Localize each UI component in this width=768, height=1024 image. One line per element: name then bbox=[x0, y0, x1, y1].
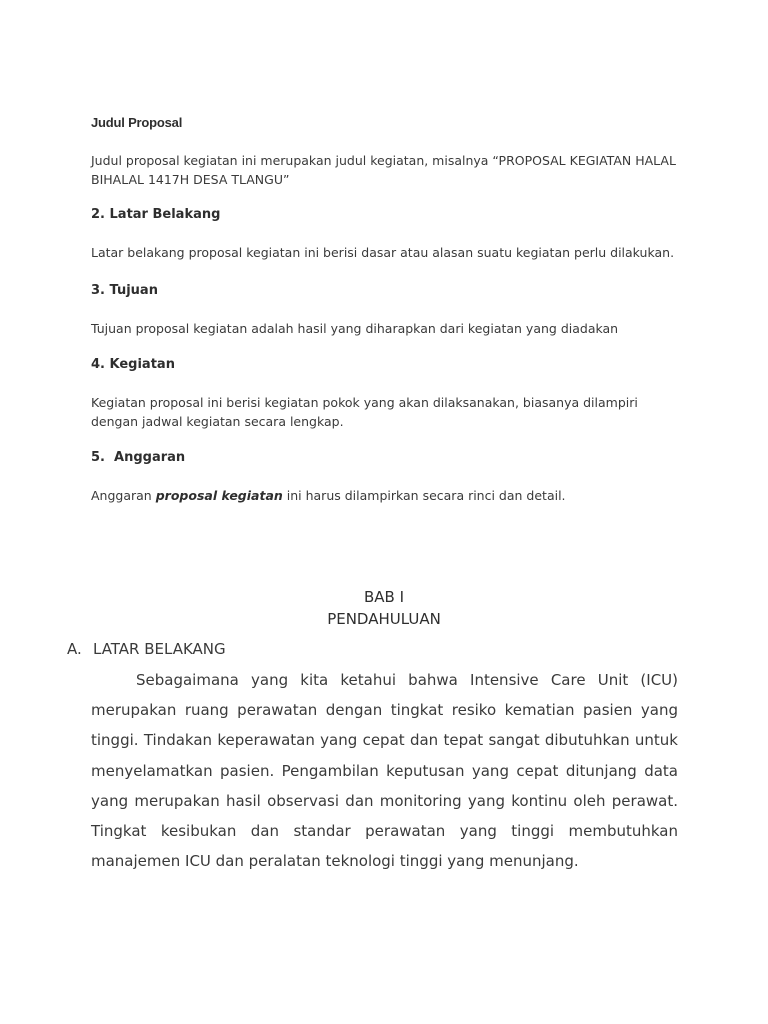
tujuan-text: Tujuan proposal kegiatan adalah hasil yang diharapkan dari kegiatan yang diadakan bbox=[91, 321, 619, 336]
judul-proposal-text: Judul proposal kegiatan ini merupakan judul kegiatan, misalnya “PROPOSAL KEGIATAN HALAL BIHALAL 1417H DESA TLANGU” bbox=[91, 153, 676, 187]
section-title: LATAR BELAKANG bbox=[93, 640, 226, 658]
section-heading bbox=[67, 640, 226, 658]
section-marker: A. bbox=[67, 640, 82, 658]
tujuan-heading: 3. Tujuan bbox=[91, 283, 158, 298]
kegiatan-text: Kegiatan proposal ini berisi kegiatan pokok yang akan dilaksanakan, biasanya dilampiri dengan jadwal kegiatan secara lengkap. bbox=[91, 395, 638, 429]
chapter-number: BAB I bbox=[363, 588, 405, 606]
latar-belakang-heading: 2. Latar Belakang bbox=[91, 207, 221, 222]
anggaran-text bbox=[91, 486, 687, 505]
anggaran-text-suffix: ini harus dilampirkan secara rinci dan detail. bbox=[282, 488, 566, 503]
latar-belakang-body: Sebagaimana yang kita ketahui bahwa Intensive Care Unit (ICU) merupakan ruang perawatan dengan tingkat resiko kematian pasien yang tinggi. Tindakan keperawatan yang cepat dan tepat sangat dibutuhkan untuk menyelamatkan pasien. Pengambilan keputusan yang cepat ditunjang data yang merupakan hasil observasi dan monitoring yang kontinu oleh perawat. Tingkat kesibukan dan standar perawatan yang tinggi membutuhkan manajemen ICU dan peralatan teknologi tinggi yang menunjang. bbox=[91, 671, 678, 871]
anggaran-text-prefix: Anggaran bbox=[91, 488, 156, 503]
anggaran-heading: 5. Anggaran bbox=[91, 450, 186, 465]
latar-belakang-text: Latar belakang proposal kegiatan ini berisi dasar atau alasan suatu kegiatan perlu dilakukan. bbox=[91, 245, 675, 260]
kegiatan-heading: 4. Kegiatan bbox=[91, 357, 175, 372]
anggaran-text-emphasis: proposal kegiatan bbox=[155, 488, 283, 503]
judul-proposal-heading: Judul Proposal bbox=[91, 115, 183, 130]
chapter-title: PENDAHULUAN bbox=[327, 610, 441, 628]
